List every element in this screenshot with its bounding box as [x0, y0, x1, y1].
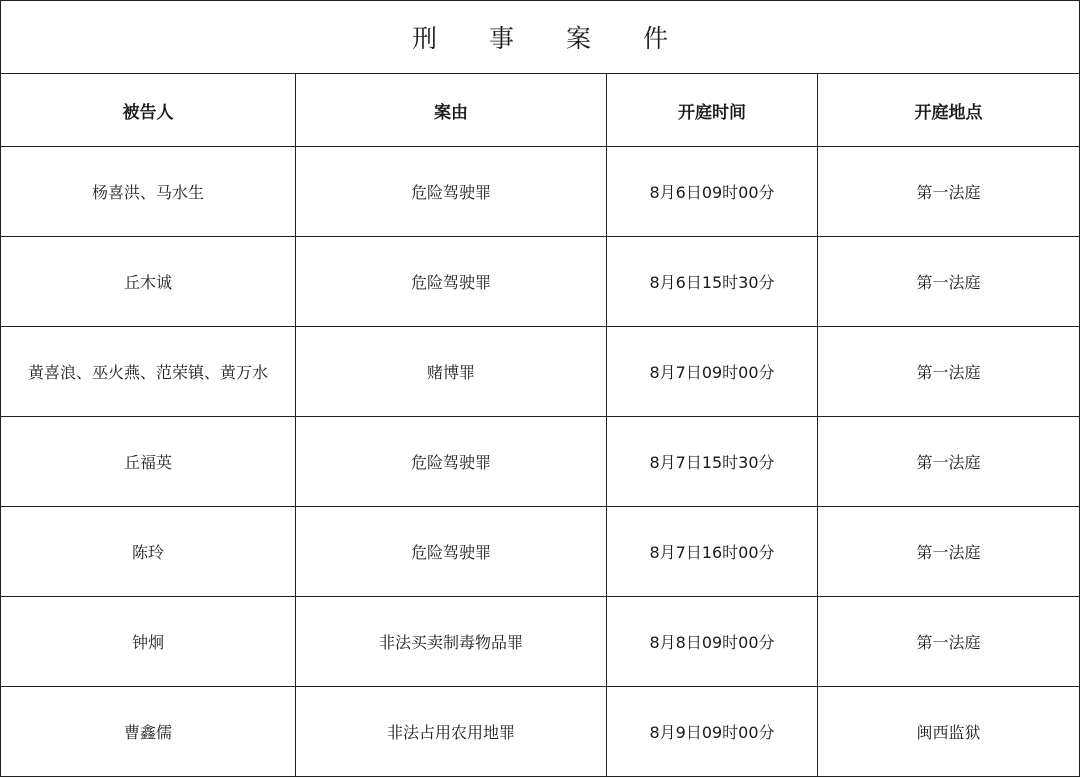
- table-row: [1, 687, 1080, 777]
- cell-place: 第一法庭: [818, 237, 1080, 327]
- cell-cause: 危险驾驶罪: [296, 417, 607, 507]
- table-row: [1, 237, 1080, 327]
- cell-place: 闽西监狱: [818, 687, 1080, 777]
- cell-place: 第一法庭: [818, 417, 1080, 507]
- cell-time: 8月7日16时00分: [607, 507, 818, 597]
- table-title: 刑事案件: [412, 24, 721, 53]
- column-header-time: 开庭时间: [607, 74, 818, 147]
- table-row: [1, 507, 1080, 597]
- cell-defendant: 陈玲: [1, 507, 296, 597]
- cell-defendant: 钟炯: [1, 597, 296, 687]
- cell-cause: 危险驾驶罪: [296, 507, 607, 597]
- cell-defendant: 曹鑫儒: [1, 687, 296, 777]
- cell-place: 第一法庭: [818, 327, 1080, 417]
- cell-place: 第一法庭: [818, 507, 1080, 597]
- cell-time: 8月9日09时00分: [607, 687, 818, 777]
- table-row: [1, 327, 1080, 417]
- table-row: [1, 597, 1080, 687]
- cell-cause: 非法占用农用地罪: [296, 687, 607, 777]
- column-header-place: 开庭地点: [818, 74, 1080, 147]
- cell-defendant: 黄喜浪、巫火燕、范荣镇、黄万水: [1, 327, 296, 417]
- cell-place: 第一法庭: [818, 147, 1080, 237]
- cell-defendant: 杨喜洪、马水生: [1, 147, 296, 237]
- cell-place: 第一法庭: [818, 597, 1080, 687]
- cell-defendant: 丘福英: [1, 417, 296, 507]
- cell-time: 8月7日15时30分: [607, 417, 818, 507]
- cell-time: 8月7日09时00分: [607, 327, 818, 417]
- cell-cause: 危险驾驶罪: [296, 147, 607, 237]
- header-row: [1, 74, 1080, 147]
- column-header-cause: 案由: [296, 74, 607, 147]
- column-header-defendant: 被告人: [1, 74, 296, 147]
- cell-time: 8月6日09时00分: [607, 147, 818, 237]
- cell-time: 8月6日15时30分: [607, 237, 818, 327]
- table-row: [1, 147, 1080, 237]
- cell-cause: 非法买卖制毒物品罪: [296, 597, 607, 687]
- title-row: [1, 1, 1080, 74]
- cell-time: 8月8日09时00分: [607, 597, 818, 687]
- cell-defendant: 丘木诚: [1, 237, 296, 327]
- cell-cause: 赌博罪: [296, 327, 607, 417]
- table-title-cell: [1, 1, 1080, 74]
- table-row: [1, 417, 1080, 507]
- cell-cause: 危险驾驶罪: [296, 237, 607, 327]
